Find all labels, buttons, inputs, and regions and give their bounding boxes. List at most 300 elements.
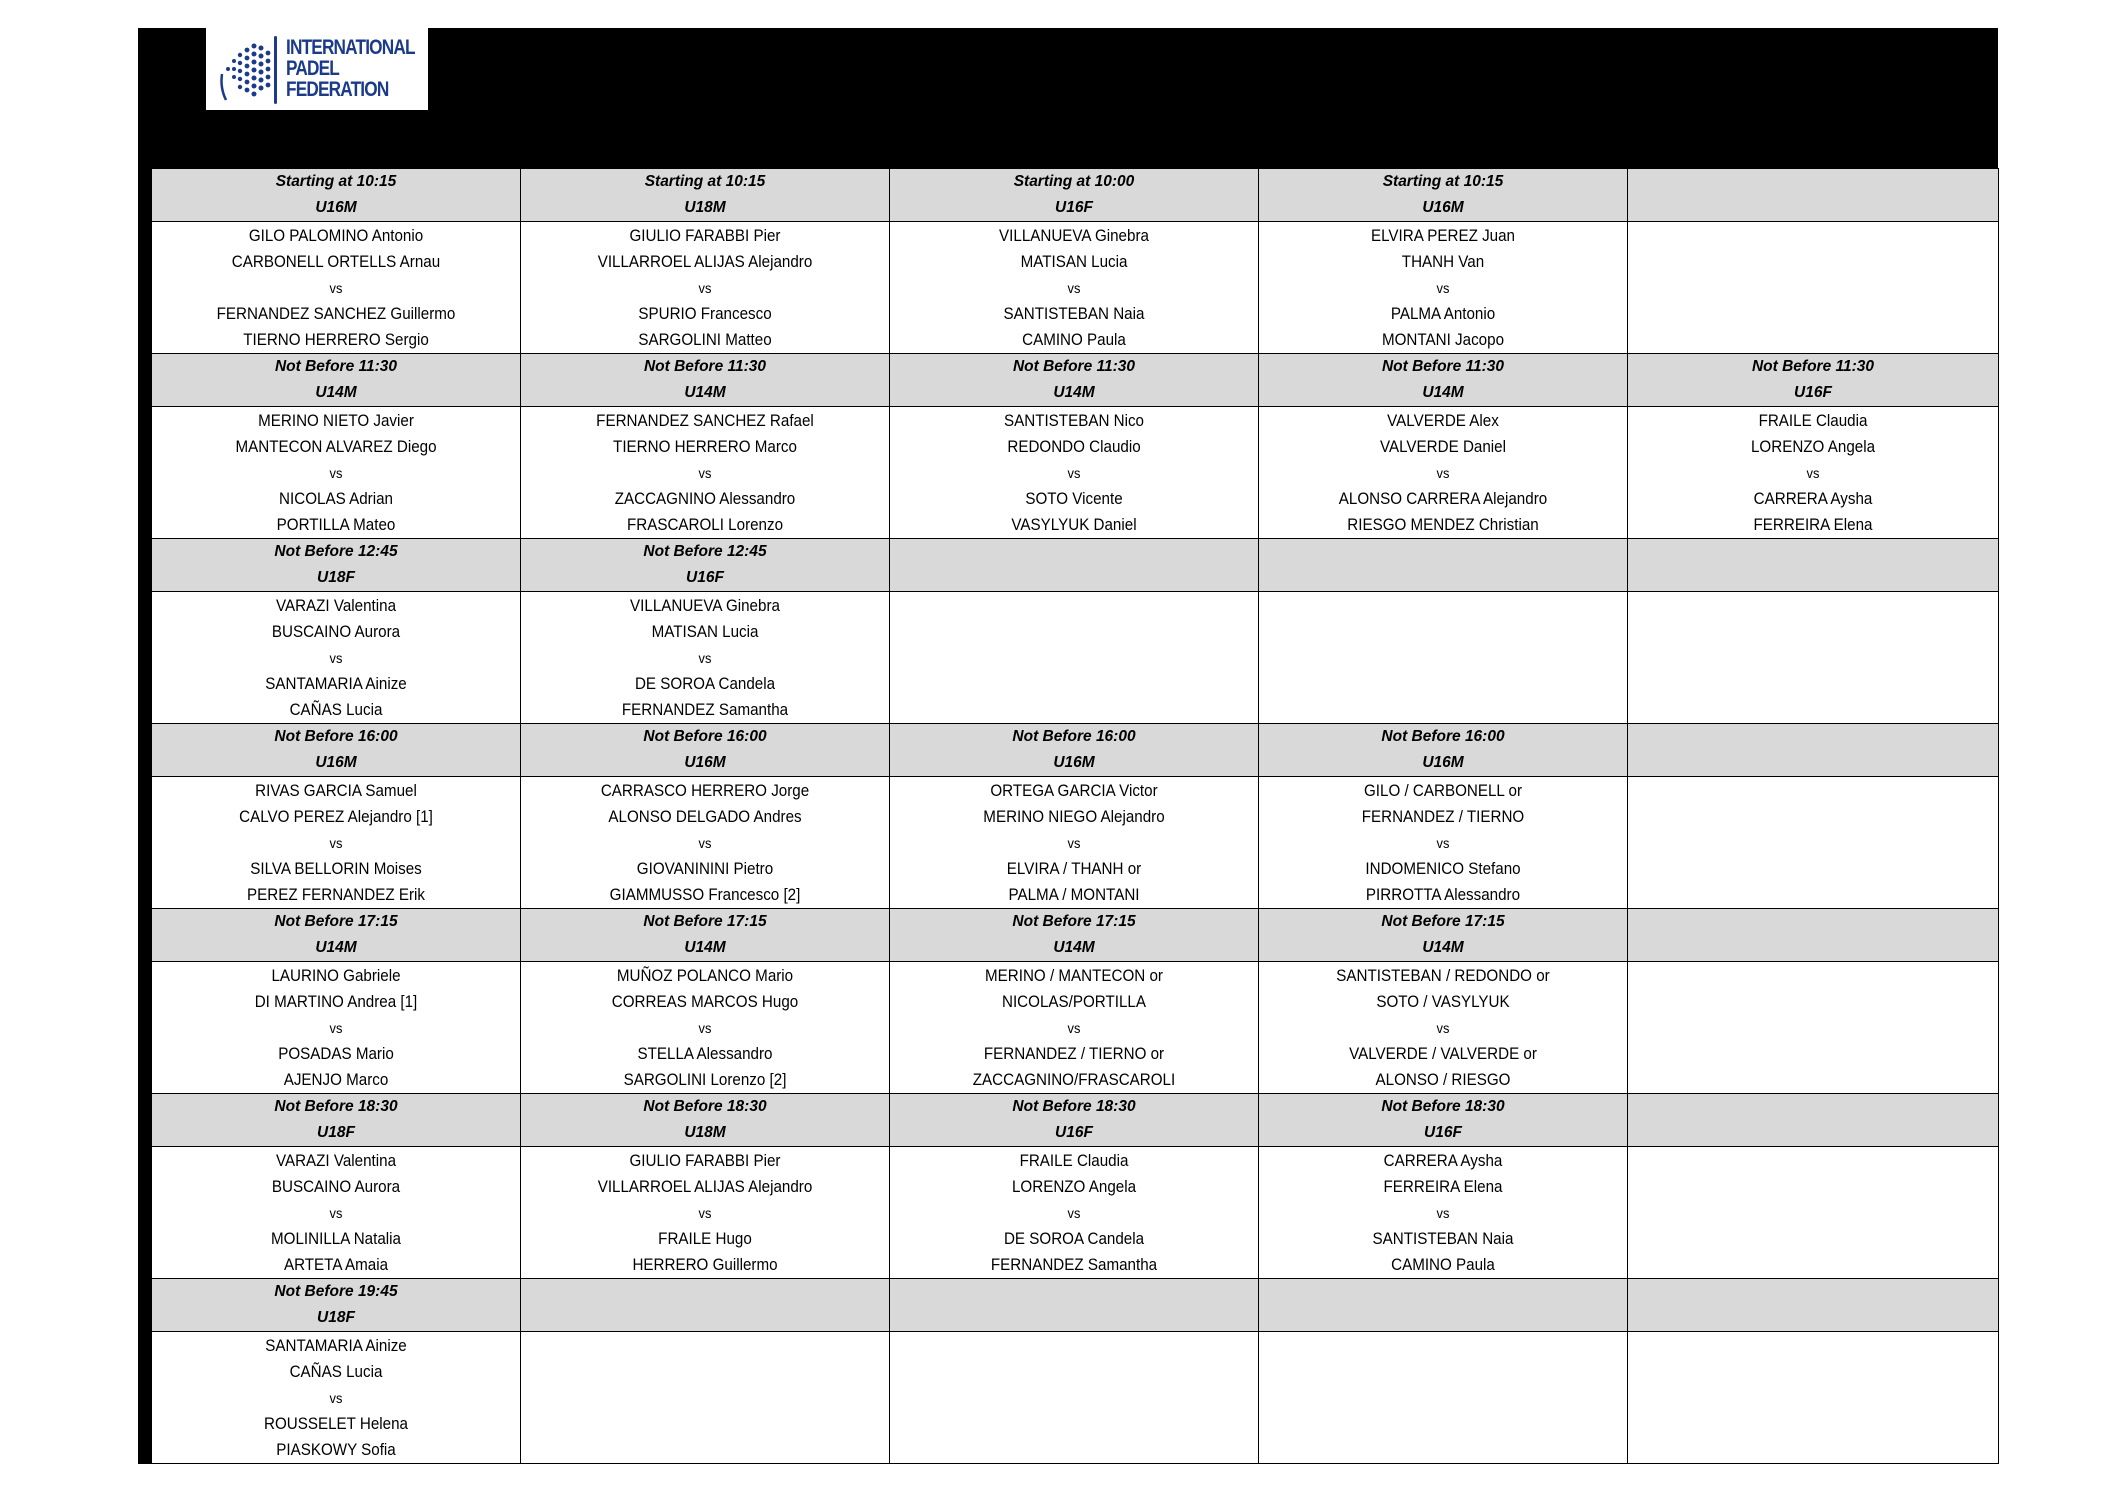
row-margin [139, 169, 152, 222]
versus-label: vs [698, 279, 712, 296]
match-time-cell [152, 1094, 521, 1147]
match-time-cell [1628, 539, 1999, 592]
player-name: VILLANUEVA Ginebra [630, 596, 780, 615]
player-name: CAMINO Paula [1022, 330, 1126, 349]
start-time: Starting at 10:00 [1013, 173, 1135, 190]
player-name: ALONSO DELGADO Andres [608, 807, 802, 826]
player-name: ELVIRA / THANH or [1006, 859, 1142, 878]
match-time-cell [1259, 169, 1628, 222]
start-time: Not Before 16:00 [643, 728, 767, 745]
versus-label: vs [329, 279, 343, 296]
match-players-cell [1628, 777, 1999, 909]
player-name [1643, 671, 1983, 697]
start-time [1628, 539, 1998, 565]
match-header-row [139, 169, 1999, 222]
category-label: U18M [684, 1124, 726, 1141]
match-players-cell [890, 222, 1259, 354]
match-time-cell [1628, 169, 1999, 222]
match-players-cell [890, 777, 1259, 909]
player-name [1643, 1174, 1983, 1200]
player-name: VALVERDE Alex [1387, 411, 1499, 430]
player-name [1643, 963, 1983, 989]
player-name: VILLARROEL ALIJAS Alejandro [597, 1177, 813, 1196]
player-name: PIRROTTA Alessandro [1365, 885, 1521, 904]
match-players-cell [1628, 222, 1999, 354]
match-players-cell [521, 1147, 890, 1279]
player-name: SOTO Vicente [1025, 489, 1123, 508]
player-name: GIULIO FARABBI Pier [629, 1151, 781, 1170]
player-name [1643, 1252, 1983, 1278]
player-name [1643, 301, 1983, 327]
player-name: FERNANDEZ SANCHEZ Rafael [596, 411, 814, 430]
player-name [536, 1411, 875, 1437]
versus-label: vs [1067, 464, 1081, 481]
match-players-cell [521, 407, 890, 539]
category-label [1628, 195, 1998, 221]
category-label: U16M [684, 754, 726, 771]
versus-label: vs [1806, 464, 1820, 481]
match-players-cell [152, 407, 521, 539]
versus-label: vs [698, 649, 712, 666]
category-label: U16F [1424, 1124, 1462, 1141]
match-players-cell [521, 777, 890, 909]
player-name: SANTISTEBAN / REDONDO or [1336, 966, 1550, 985]
player-name: MONTANI Jacopo [1381, 330, 1505, 349]
player-name: GIULIO FARABBI Pier [629, 226, 781, 245]
player-name: FRAILE Claudia [1019, 1151, 1129, 1170]
match-time-cell [521, 539, 890, 592]
start-time: Not Before 12:45 [274, 543, 398, 560]
start-time: Not Before 18:30 [1381, 1098, 1505, 1115]
versus-label: vs [698, 1204, 712, 1221]
player-name: NICOLAS Adrian [279, 489, 393, 508]
player-name [1643, 1333, 1983, 1359]
match-time-cell [1259, 1094, 1628, 1147]
start-time: Not Before 11:30 [1751, 358, 1875, 375]
match-time-cell [1259, 354, 1628, 407]
player-name: MATISAN Lucia [1020, 252, 1128, 271]
player-name: SPURIO Francesco [638, 304, 772, 323]
player-name: MUÑOZ POLANCO Mario [616, 966, 794, 985]
player-name: ALONSO / RIESGO [1375, 1070, 1511, 1089]
player-name: PORTILLA Mateo [276, 515, 396, 534]
match-players-cell [152, 777, 521, 909]
player-name: BUSCAINO Aurora [271, 622, 401, 641]
start-time [1628, 1279, 1998, 1305]
row-margin [139, 777, 152, 909]
start-time [890, 539, 1258, 565]
match-time-cell [1628, 1279, 1999, 1332]
player-name [905, 593, 1244, 619]
player-name: LORENZO Angela [1011, 1177, 1137, 1196]
player-name: DI MARTINO Andrea [1] [254, 992, 418, 1011]
player-name: CARRASCO HERRERO Jorge [600, 781, 810, 800]
versus-label: vs [329, 649, 343, 666]
match-players-cell [152, 222, 521, 354]
start-time: Not Before 16:00 [1381, 728, 1505, 745]
player-name: SOTO / VASYLYUK [1376, 992, 1510, 1011]
row-margin [139, 962, 152, 1094]
player-name [905, 1359, 1244, 1385]
match-header-row [139, 724, 1999, 777]
category-label: U16F [686, 569, 724, 586]
category-label: U14M [684, 384, 726, 401]
player-name: PIASKOWY Sofia [276, 1440, 396, 1459]
match-time-cell [521, 1094, 890, 1147]
match-players-cell [890, 1332, 1259, 1464]
match-time-cell [152, 354, 521, 407]
category-label: U14M [1053, 384, 1095, 401]
player-name: MERINO / MANTECON or [985, 966, 1163, 985]
match-players-cell [521, 222, 890, 354]
match-time-cell [890, 1094, 1259, 1147]
category-label: U16M [1422, 754, 1464, 771]
player-name: ROUSSELET Helena [263, 1414, 409, 1433]
versus-label [1643, 275, 1983, 301]
start-time: Starting at 10:15 [275, 173, 397, 190]
player-name [1274, 1359, 1613, 1385]
match-time-cell [1628, 1094, 1999, 1147]
player-name [1643, 989, 1983, 1015]
category-label: U14M [315, 384, 357, 401]
versus-label [536, 1385, 875, 1411]
category-label: U14M [684, 939, 726, 956]
versus-label [1274, 1385, 1613, 1411]
category-label [1628, 750, 1998, 776]
row-margin [139, 1279, 152, 1332]
versus-label [1643, 1015, 1983, 1041]
player-name: PALMA Antonio [1390, 304, 1496, 323]
versus-label: vs [1436, 279, 1450, 296]
start-time: Starting at 10:15 [644, 173, 766, 190]
start-time: Not Before 16:00 [274, 728, 398, 745]
row-margin [139, 354, 152, 407]
category-label: U16F [1055, 199, 1093, 216]
player-name [1643, 1067, 1983, 1093]
versus-label [905, 1385, 1244, 1411]
logo-line-3: FEDERATION [286, 78, 389, 101]
match-players-cell [521, 1332, 890, 1464]
versus-label [905, 645, 1244, 671]
row-margin [139, 222, 152, 354]
category-label [521, 1305, 889, 1331]
player-name [905, 1333, 1244, 1359]
start-time: Not Before 18:30 [1012, 1098, 1136, 1115]
start-time [1628, 909, 1998, 935]
player-name: ELVIRA PEREZ Juan [1370, 226, 1516, 245]
player-name [1643, 1437, 1983, 1463]
match-players-row [139, 1147, 1999, 1279]
category-label: U18F [317, 569, 355, 586]
schedule-sheet [138, 28, 1998, 1460]
player-name: FERNANDEZ / TIERNO or [983, 1044, 1165, 1063]
category-label: U16M [315, 754, 357, 771]
player-name: STELLA Alessandro [637, 1044, 773, 1063]
player-name: VASYLYUK Daniel [1011, 515, 1137, 534]
category-label: U14M [315, 939, 357, 956]
player-name [905, 697, 1244, 723]
player-name: THANH Van [1401, 252, 1485, 271]
player-name [1274, 619, 1613, 645]
player-name: CARBONELL ORTELLS Arnau [231, 252, 441, 271]
player-name [1274, 671, 1613, 697]
player-name: TIERNO HERRERO Marco [613, 437, 797, 456]
match-time-cell [890, 169, 1259, 222]
category-label: U16M [1422, 199, 1464, 216]
player-name: GILO / CARBONELL or [1363, 781, 1523, 800]
row-margin [139, 1094, 152, 1147]
player-name [1643, 697, 1983, 723]
match-players-row [139, 777, 1999, 909]
player-name: HERRERO Guillermo [632, 1255, 778, 1274]
start-time: Not Before 18:30 [643, 1098, 767, 1115]
player-name: FRASCAROLI Lorenzo [626, 515, 784, 534]
player-name [1643, 327, 1983, 353]
versus-label: vs [1067, 1019, 1081, 1036]
versus-label: vs [1436, 1019, 1450, 1036]
row-margin [139, 1147, 152, 1279]
category-label [1259, 565, 1627, 591]
padel-ball-icon [206, 28, 286, 110]
player-name [1274, 1411, 1613, 1437]
start-time: Not Before 16:00 [1012, 728, 1136, 745]
row-margin [139, 724, 152, 777]
row-margin [139, 1332, 152, 1464]
player-name [1274, 1437, 1613, 1463]
start-time: Not Before 17:15 [1012, 913, 1136, 930]
match-header-row [139, 909, 1999, 962]
match-players-cell [1628, 592, 1999, 724]
player-name: VILLANUEVA Ginebra [999, 226, 1149, 245]
match-header-row [139, 1279, 1999, 1332]
versus-label: vs [329, 834, 343, 851]
match-players-cell [152, 592, 521, 724]
player-name: MANTECON ALVAREZ Diego [235, 437, 437, 456]
versus-label: vs [1067, 834, 1081, 851]
versus-label: vs [329, 1019, 343, 1036]
category-label: U16M [315, 199, 357, 216]
start-time [1628, 724, 1998, 750]
player-name: ORTEGA GARCIA Victor [990, 781, 1158, 800]
player-name [905, 619, 1244, 645]
match-time-cell [1259, 539, 1628, 592]
start-time: Not Before 12:45 [643, 543, 767, 560]
match-time-cell [1628, 909, 1999, 962]
start-time [521, 1279, 889, 1305]
player-name [905, 1411, 1244, 1437]
start-time: Not Before 19:45 [274, 1283, 398, 1300]
match-players-row [139, 1332, 1999, 1464]
match-players-cell [890, 1147, 1259, 1279]
player-name: PALMA / MONTANI [1008, 885, 1140, 904]
player-name: VARAZI Valentina [275, 596, 397, 615]
versus-label: vs [1436, 464, 1450, 481]
versus-label: vs [329, 1204, 343, 1221]
match-time-cell [1259, 909, 1628, 962]
player-name: PEREZ FERNANDEZ Erik [247, 885, 425, 904]
player-name: RIESGO MENDEZ Christian [1347, 515, 1539, 534]
start-time: Not Before 11:30 [1381, 358, 1505, 375]
match-time-cell [152, 724, 521, 777]
player-name: FRAILE Hugo [658, 1229, 752, 1248]
versus-label [1643, 645, 1983, 671]
versus-label: vs [1436, 1204, 1450, 1221]
match-players-cell [1259, 222, 1628, 354]
player-name [1643, 619, 1983, 645]
order-of-play-table [138, 168, 1999, 1464]
player-name: MOLINILLA Natalia [271, 1229, 401, 1248]
versus-label: vs [698, 464, 712, 481]
logo-line-2: PADEL [286, 57, 339, 80]
match-header-row [139, 354, 1999, 407]
match-players-cell [152, 962, 521, 1094]
versus-label: vs [329, 1389, 343, 1406]
match-players-cell [890, 407, 1259, 539]
player-name [1643, 1148, 1983, 1174]
match-players-row [139, 407, 1999, 539]
match-time-cell [890, 1279, 1259, 1332]
versus-label: vs [1436, 834, 1450, 851]
player-name: NICOLAS/PORTILLA [1001, 992, 1146, 1011]
player-name: FERREIRA Elena [1383, 1177, 1503, 1196]
player-name: VARAZI Valentina [275, 1151, 397, 1170]
category-label: U14M [1053, 939, 1095, 956]
category-label: U14M [1422, 939, 1464, 956]
player-name: SILVA BELLORIN Moises [250, 859, 422, 878]
start-time [1628, 169, 1998, 195]
match-time-cell [1628, 724, 1999, 777]
versus-label: vs [698, 1019, 712, 1036]
player-name: GILO PALOMINO Antonio [248, 226, 424, 245]
match-time-cell [152, 169, 521, 222]
player-name [905, 671, 1244, 697]
logo-line-1: INTERNATIONAL [286, 36, 415, 59]
match-header-row [139, 1094, 1999, 1147]
player-name: CAMINO Paula [1391, 1255, 1495, 1274]
category-label [1628, 565, 1998, 591]
player-name: SANTISTEBAN Naia [1372, 1229, 1514, 1248]
versus-label: vs [1067, 1204, 1081, 1221]
match-time-cell [890, 354, 1259, 407]
player-name [1643, 249, 1983, 275]
start-time [1628, 1094, 1998, 1120]
start-time: Not Before 18:30 [274, 1098, 398, 1115]
federation-logo [206, 28, 428, 110]
player-name: MATISAN Lucia [651, 622, 759, 641]
player-name: ARTETA Amaia [283, 1255, 389, 1274]
match-players-cell [152, 1332, 521, 1464]
player-name [1643, 1041, 1983, 1067]
match-players-row [139, 222, 1999, 354]
row-margin [139, 407, 152, 539]
category-label [1259, 1305, 1627, 1331]
versus-label: vs [329, 464, 343, 481]
player-name: VALVERDE Daniel [1379, 437, 1506, 456]
player-name: MERINO NIEGO Alejandro [983, 807, 1165, 826]
match-time-cell [521, 169, 890, 222]
match-players-cell [1259, 1332, 1628, 1464]
match-time-cell [521, 1279, 890, 1332]
match-players-cell [1259, 777, 1628, 909]
match-time-cell [1259, 724, 1628, 777]
category-label [1628, 1120, 1998, 1146]
player-name [1643, 593, 1983, 619]
match-time-cell [521, 354, 890, 407]
category-label: U16F [1794, 384, 1832, 401]
player-name: FERNANDEZ Samantha [990, 1255, 1158, 1274]
match-players-cell [1628, 407, 1999, 539]
match-players-cell [1628, 1332, 1999, 1464]
player-name [1643, 856, 1983, 882]
player-name [1643, 1359, 1983, 1385]
match-players-cell [1259, 407, 1628, 539]
start-time: Not Before 17:15 [274, 913, 398, 930]
player-name [1274, 593, 1613, 619]
player-name: SARGOLINI Lorenzo [2] [623, 1070, 787, 1089]
match-time-cell [890, 724, 1259, 777]
player-name: INDOMENICO Stefano [1365, 859, 1521, 878]
start-time: Not Before 17:15 [643, 913, 767, 930]
player-name: POSADAS Mario [278, 1044, 394, 1063]
player-name [1643, 223, 1983, 249]
player-name: GIAMMUSSO Francesco [2] [609, 885, 801, 904]
match-players-cell [1259, 1147, 1628, 1279]
player-name: CORREAS MARCOS Hugo [611, 992, 799, 1011]
player-name: CARRERA Aysha [1753, 489, 1873, 508]
player-name: REDONDO Claudio [1007, 437, 1141, 456]
player-name: DE SOROA Candela [634, 674, 776, 693]
category-label: U18M [684, 199, 726, 216]
start-time: Not Before 11:30 [643, 358, 767, 375]
player-name [1643, 1226, 1983, 1252]
player-name: TIERNO HERRERO Sergio [243, 330, 429, 349]
player-name [1643, 778, 1983, 804]
player-name: AJENJO Marco [283, 1070, 389, 1089]
player-name [1643, 1411, 1983, 1437]
start-time: Not Before 11:30 [274, 358, 398, 375]
category-label: U18F [317, 1309, 355, 1326]
player-name: DE SOROA Candela [1003, 1229, 1145, 1248]
start-time: Not Before 17:15 [1381, 913, 1505, 930]
player-name: GIOVANININI Pietro [636, 859, 774, 878]
match-time-cell [152, 909, 521, 962]
start-time [1259, 1279, 1627, 1305]
player-name [536, 1333, 875, 1359]
player-name: MERINO NIETO Javier [258, 411, 414, 430]
category-label [890, 565, 1258, 591]
match-time-cell [521, 909, 890, 962]
header-banner [138, 28, 1998, 168]
versus-label [1643, 1385, 1983, 1411]
match-time-cell [1259, 1279, 1628, 1332]
player-name: LORENZO Angela [1750, 437, 1876, 456]
player-name: RIVAS GARCIA Samuel [255, 781, 417, 800]
player-name: FERREIRA Elena [1753, 515, 1873, 534]
player-name: CARRERA Aysha [1383, 1151, 1503, 1170]
player-name: FERNANDEZ SANCHEZ Guillermo [216, 304, 456, 323]
match-time-cell [152, 1279, 521, 1332]
match-players-cell [152, 1147, 521, 1279]
player-name [536, 1359, 875, 1385]
player-name: VALVERDE / VALVERDE or [1349, 1044, 1537, 1063]
player-name [1274, 697, 1613, 723]
player-name [1274, 1333, 1613, 1359]
player-name: FERNANDEZ / TIERNO [1361, 807, 1525, 826]
match-players-cell [1628, 962, 1999, 1094]
player-name: SANTISTEBAN Nico [1003, 411, 1145, 430]
player-name [1643, 804, 1983, 830]
match-players-cell [890, 962, 1259, 1094]
